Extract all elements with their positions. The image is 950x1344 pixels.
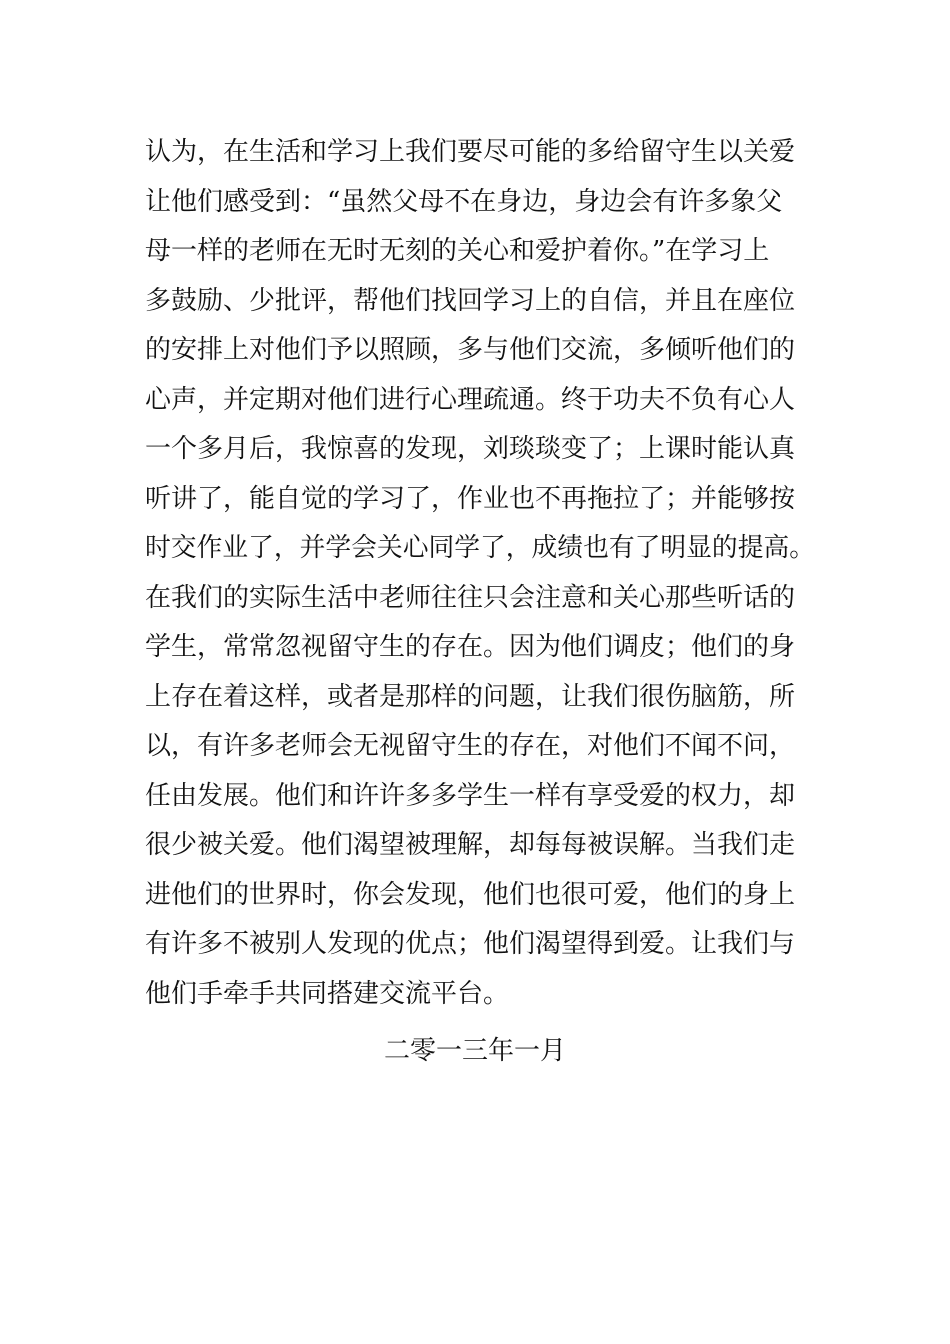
text-line: 在我们的实际生活中老师往往只会注意和关心那些听话的 — [145, 582, 796, 613]
document-date: 二零一三年一月 — [383, 1036, 566, 1066]
text-line: 的安排上对他们予以照顾，多与他们交流，多倾听他们的 — [145, 335, 796, 365]
text-line: 进他们的世界时，你会发现，他们也很可爱，他们的身上 — [145, 879, 796, 910]
text-line: 听讲了，能自觉的学习了，作业也不再拖拉了；并能够按 — [145, 483, 796, 514]
text-line: 多鼓励、少批评，帮他们找回学习上的自信，并且在座位 — [145, 285, 796, 316]
text-line: 很少被关爱。他们渴望被理解，却每每被误解。当我们走 — [145, 830, 796, 860]
text-line: 心声，并定期对他们进行心理疏通。终于功夫不负有心人 — [145, 384, 796, 415]
text-line: 上存在着这样，或者是那样的问题，让我们很伤脑筋，所 — [145, 681, 796, 712]
text-line: 有许多不被别人发现的优点；他们渴望得到爱。让我们与 — [145, 929, 796, 959]
text-line: 母一样的老师在无时无刻的关心和爱护着你。”在学习上 — [145, 236, 770, 266]
text-line: 一个多月后，我惊喜的发现，刘琰琰变了；上课时能认真 — [145, 434, 796, 464]
text-line: 认为，在生活和学习上我们要尽可能的多给留守生以关爱 — [145, 137, 796, 167]
text-line: 学生，常常忽视留守生的存在。因为他们调皮；他们的身 — [145, 632, 796, 662]
text-line: 任由发展。他们和许许多多学生一样有享受爱的权力，却 — [145, 780, 796, 811]
text-line: 他们手牵手共同搭建交流平台。 — [145, 978, 510, 1009]
text-line: 以，有许多老师会无视留守生的存在，对他们不闻不问， — [145, 731, 796, 761]
body-paragraph — [145, 128, 815, 1019]
text-line: 时交作业了，并学会关心同学了，成绩也有了明显的提高。 — [145, 533, 816, 563]
text-line: 让他们感受到：“虽然父母不在身边，身边会有许多象父 — [145, 186, 783, 217]
